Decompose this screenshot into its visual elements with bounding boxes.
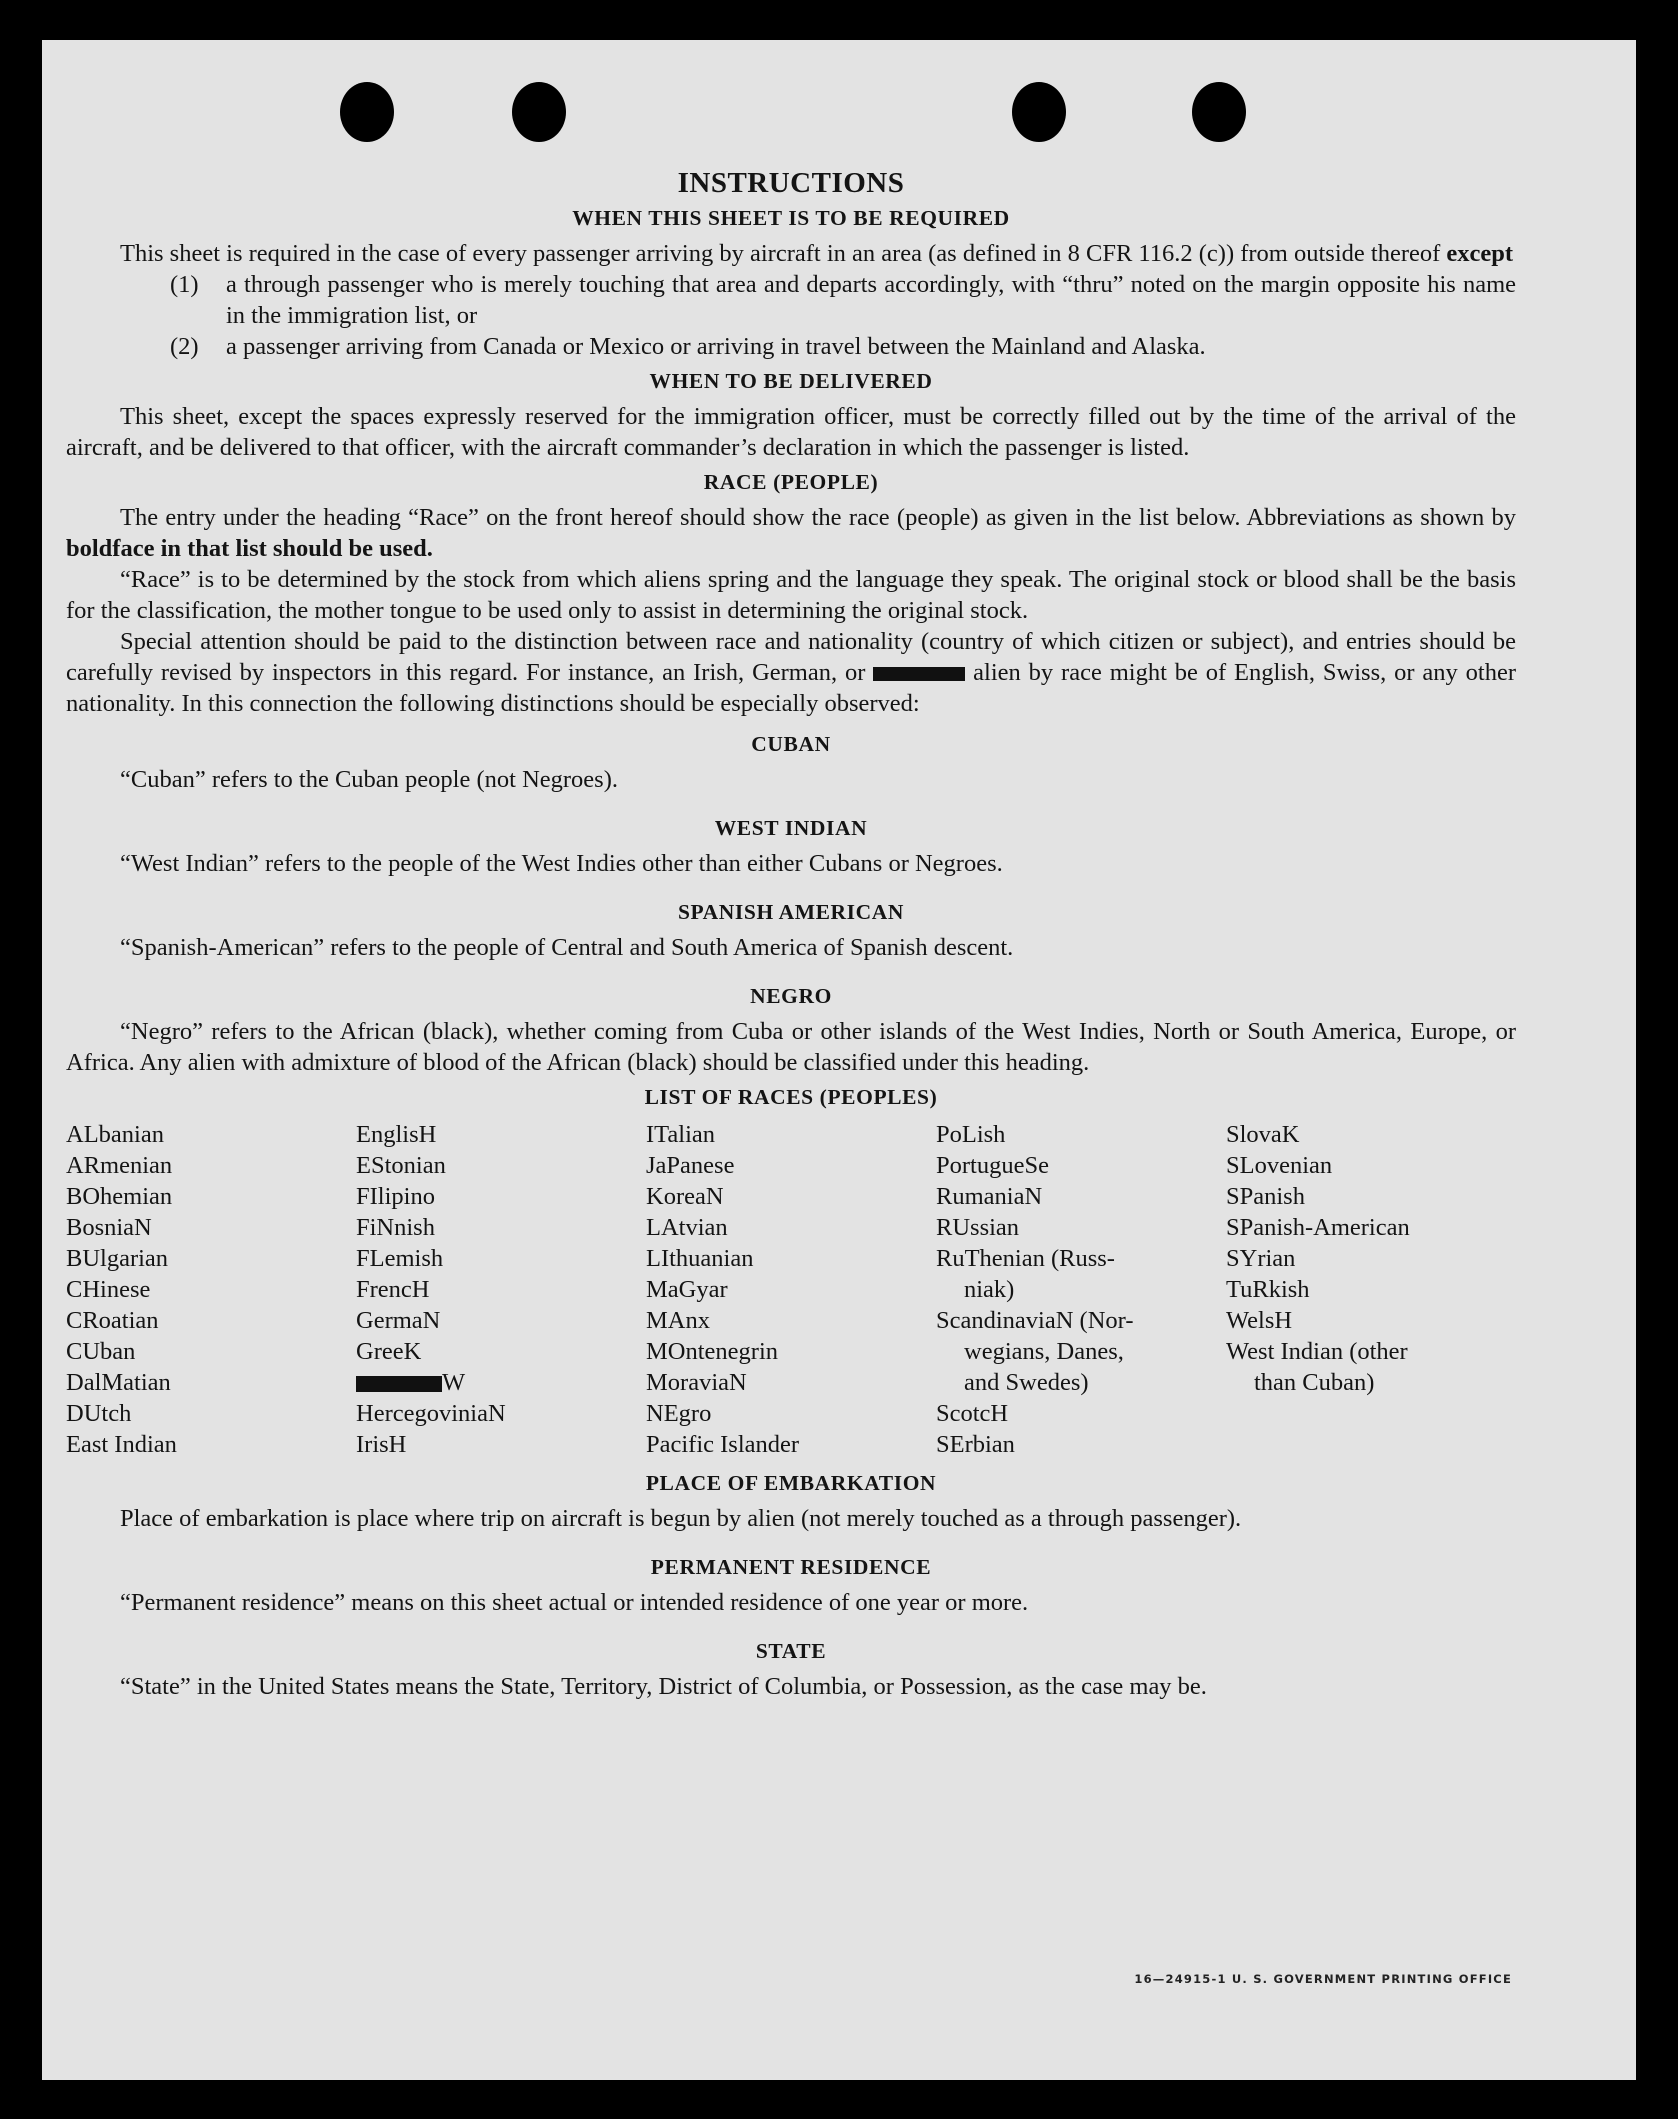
except-word: except <box>1446 240 1514 267</box>
race-item: BUlgarian <box>66 1245 169 1272</box>
heading-list-of-races: LIST OF RACES (PEOPLES) <box>644 1085 938 1109</box>
race-item: ScandinaviaN (Nor- <box>936 1307 1134 1334</box>
race-item: Pacific Islander <box>646 1431 800 1458</box>
race-item: GermaN <box>356 1307 441 1334</box>
race-item: HercegoviniaN <box>356 1400 506 1427</box>
race-item: JaPanese <box>646 1152 735 1179</box>
paragraph-state: “State” in the United States means the State, Territory, District of Columbia, or Possession, as the case may be. <box>120 1673 1207 1700</box>
instructions-content <box>66 168 1516 1702</box>
punch-hole <box>1192 82 1246 142</box>
race-item: KoreaN <box>646 1183 724 1210</box>
race-item: East Indian <box>66 1431 177 1458</box>
race-item: BosniaN <box>66 1214 152 1241</box>
race-item: ITalian <box>646 1121 716 1148</box>
race-item: MOntenegrin <box>646 1338 778 1365</box>
page-title: INSTRUCTIONS <box>677 167 905 199</box>
race-item: FiNnish <box>356 1214 435 1241</box>
race-item: EnglisH <box>356 1121 437 1148</box>
race-item: CRoatian <box>66 1307 159 1334</box>
race-item: RuThenian (Russ- <box>936 1245 1115 1272</box>
item-text: a through passenger who is merely touching that area and departs accordingly, with “thru” noted on the margin opposite his name in the immigration list, or <box>226 271 1516 329</box>
punch-hole <box>340 82 394 142</box>
heading-negro: NEGRO <box>750 984 832 1008</box>
race-text-a: The entry under the heading “Race” on the front hereof should show the race (people) as given in the list below. Abbreviations as shown by <box>120 504 1516 531</box>
paragraph-race-3 <box>66 626 1516 719</box>
race-item-redacted <box>356 1367 646 1398</box>
heading-race: RACE (PEOPLE) <box>703 470 879 494</box>
paragraph-permanent-residence: “Permanent residence” means on this sheet actual or intended residence of one year or more. <box>120 1589 1029 1616</box>
race-item: DalMatian <box>66 1369 171 1396</box>
race-item: WelsH <box>1226 1307 1293 1334</box>
race-item-continued: than Cuban) <box>1254 1369 1375 1396</box>
exception-item <box>66 269 1516 331</box>
redaction-mark <box>873 667 965 681</box>
race-item: RUssian <box>936 1214 1020 1241</box>
race-item: LAtvian <box>646 1214 728 1241</box>
race-item: PoLish <box>936 1121 1006 1148</box>
race-item: West Indian (other <box>1226 1338 1408 1365</box>
race-item: GreeK <box>356 1338 422 1365</box>
races-column-1 <box>66 1119 356 1460</box>
race-item: PortugueSe <box>936 1152 1049 1179</box>
punch-hole <box>1012 82 1066 142</box>
race-item: NEgro <box>646 1400 712 1427</box>
item-number: (1) <box>170 271 199 298</box>
heading-when-required: WHEN THIS SHEET IS TO BE REQUIRED <box>572 206 1010 230</box>
race-item: TuRkish <box>1226 1276 1310 1303</box>
race-item: SLovenian <box>1226 1152 1333 1179</box>
heading-embarkation: PLACE OF EMBARKATION <box>645 1471 937 1495</box>
race-text-d: alien by race might be of English, Swiss, or any other nationality. In this connection the following distinctions should be especially observed: <box>66 659 1517 717</box>
race-item-continued: and Swedes) <box>964 1369 1089 1396</box>
race-item: FrencH <box>356 1276 430 1303</box>
paragraph-embarkation: Place of embarkation is place where trip on aircraft is begun by alien (not merely touched as a through passenger). <box>120 1505 1242 1532</box>
race-item: MoraviaN <box>646 1369 747 1396</box>
race-item: FIlipino <box>356 1183 435 1210</box>
race-item: RumaniaN <box>936 1183 1043 1210</box>
race-item: DUtch <box>66 1400 132 1427</box>
race-item: ScotcH <box>936 1400 1009 1427</box>
paragraph-west-indian: “West Indian” refers to the people of the West Indies other than either Cubans or Negroes. <box>120 850 1003 877</box>
race-item: SPanish-American <box>1226 1214 1410 1241</box>
heading-permanent-residence: PERMANENT RESIDENCE <box>650 1555 932 1579</box>
race-item: SErbian <box>936 1431 1015 1458</box>
race-item: IrisH <box>356 1431 407 1458</box>
race-item: SYrian <box>1226 1245 1296 1272</box>
heading-spanish-american: SPANISH AMERICAN <box>677 900 905 924</box>
race-item: CHinese <box>66 1276 151 1303</box>
race-item: LIthuanian <box>646 1245 754 1272</box>
paragraph-race-1 <box>66 502 1516 564</box>
heading-cuban: CUBAN <box>751 732 831 756</box>
paragraph-delivered: This sheet, except the spaces expressly reserved for the immigration officer, must be correctly filled out by the time of the arrival of the aircraft, and be delivered to that officer, with the aircraft commander’s declaration in which the passenger is listed. <box>66 403 1516 461</box>
paragraph-negro: “Negro” refers to the African (black), whether coming from Cuba or other islands of the West Indies, North or South America, Europe, or Africa. Any alien with admixture of blood of the African (black) should be classified under this heading. <box>66 1018 1516 1076</box>
race-item-continued: niak) <box>964 1276 1015 1303</box>
races-column-3 <box>646 1119 936 1460</box>
item-text: a passenger arriving from Canada or Mexico or arriving in travel between the Mainland and Alaska. <box>226 333 1206 360</box>
race-text-c: Special attention should be paid to the distinction between race and nationality (country of which citizen or subject), and entries should be carefully revised by inspectors in this regard. For instance, an Irish, German, or <box>66 628 1516 686</box>
race-item: SlovaK <box>1226 1121 1300 1148</box>
races-list <box>66 1119 1516 1460</box>
race-item: BOhemian <box>66 1183 173 1210</box>
heading-state: STATE <box>755 1639 827 1663</box>
document-sheet <box>42 40 1636 2080</box>
redaction-mark <box>356 1376 442 1392</box>
races-column-5 <box>1226 1119 1516 1460</box>
item-number: (2) <box>170 333 199 360</box>
paragraph-spanish-american: “Spanish-American” refers to the people of Central and South America of Spanish descent. <box>120 934 1014 961</box>
races-column-4 <box>936 1119 1226 1460</box>
race-item: MaGyar <box>646 1276 728 1303</box>
race-item: EStonian <box>356 1152 446 1179</box>
heading-when-delivered: WHEN TO BE DELIVERED <box>649 369 933 393</box>
exception-item <box>66 331 1516 362</box>
race-item: CUban <box>66 1338 136 1365</box>
race-item: ALbanian <box>66 1121 164 1148</box>
paragraph-required <box>66 238 1516 269</box>
races-column-2 <box>356 1119 646 1460</box>
race-text-b: boldface in that list should be used. <box>66 535 433 562</box>
paragraph-cuban: “Cuban” refers to the Cuban people (not Negroes). <box>120 766 618 793</box>
race-item: MAnx <box>646 1307 710 1334</box>
heading-west-indian: WEST INDIAN <box>714 816 868 840</box>
punch-hole <box>512 82 566 142</box>
race-item: SPanish <box>1226 1183 1305 1210</box>
race-item-continued: wegians, Danes, <box>964 1338 1124 1365</box>
required-text: This sheet is required in the case of every passenger arriving by aircraft in an area (as defined in 8 CFR 116.2 (c)) from outside thereof <box>120 240 1441 267</box>
race-item-suffix: W <box>442 1369 466 1396</box>
printer-footer: 16—24915-1 U. S. GOVERNMENT PRINTING OFFICE <box>1134 1972 1512 1986</box>
race-item: FLemish <box>356 1245 444 1272</box>
paragraph-race-2: “Race” is to be determined by the stock from which aliens spring and the language they speak. The original stock or blood shall be the basis for the classification, the mother tongue to be used only to assist in determining the original stock. <box>66 566 1516 624</box>
race-item: ARmenian <box>66 1152 173 1179</box>
